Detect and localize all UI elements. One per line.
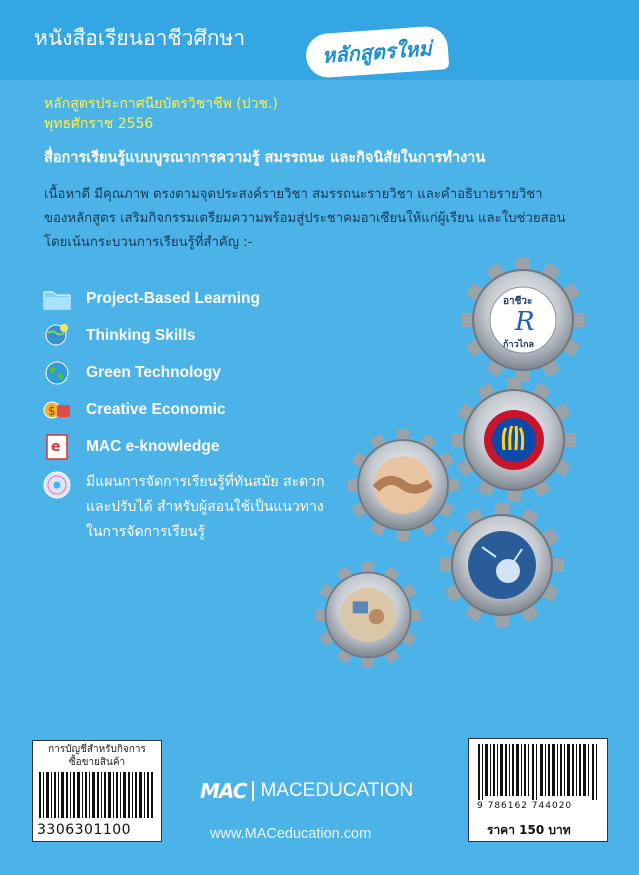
gear-logo-top: อาชีวะ	[503, 296, 533, 307]
gear-asean	[452, 378, 576, 502]
plan-line: ในการจัดการเรียนรู้	[86, 524, 206, 540]
program-name: หลักสูตรประกาศนียบัตรวิชาชีพ (ปวช.)	[44, 96, 278, 112]
description-line: โดยเน้นกระบวนการเรียนรู้ที่สำคัญ :-	[44, 235, 253, 250]
section-heading: สื่อการเรียนรู้แบบบูรณาการความรู้ สมรรถนะ และกิจนิสัยในการทำงาน	[44, 150, 486, 166]
feature-item	[42, 391, 260, 428]
feature-label: Green Technology	[86, 363, 221, 381]
description	[44, 183, 604, 255]
course-code: 3306301100	[37, 822, 132, 838]
plan-line: และปรับได้ สำหรับผู้สอนใช้เป็นแนวทาง	[86, 499, 324, 515]
feature-label: Creative Economic	[86, 400, 226, 418]
course-label-box	[32, 740, 162, 842]
green-globe-icon	[42, 360, 72, 386]
feature-label: Thinking Skills	[86, 326, 196, 344]
feature-label: MAC e-knowledge	[86, 437, 220, 455]
feature-item	[42, 317, 260, 354]
gear-logo-bottom: ก้าวไกล	[503, 340, 535, 350]
gear-office	[315, 562, 420, 667]
gear-logo	[461, 258, 585, 382]
gear-welding	[440, 503, 564, 627]
folder-icon	[42, 286, 72, 312]
e-book-icon	[42, 434, 72, 460]
feature-item	[42, 354, 260, 391]
series-title: หนังสือเรียนอาชีวศึกษา	[34, 26, 246, 50]
isbn-number: 9 786162 744020	[477, 801, 573, 811]
globe-lightbulb-icon	[42, 323, 72, 349]
publisher-logo	[200, 779, 413, 803]
course-barcode	[37, 772, 157, 818]
new-curriculum-badge: หลักสูตรใหม่	[305, 25, 449, 79]
feature-label: Project-Based Learning	[86, 289, 260, 307]
program-year: พุทธศักราช 2556	[44, 116, 154, 132]
svg-text:$: $	[48, 403, 56, 418]
publisher-name: MACEDUCATION	[252, 781, 413, 801]
isbn-barcode	[477, 744, 601, 800]
svg-text:e: e	[51, 438, 61, 455]
plan-line: มีแผนการจัดการเรียนรู้ที่ทันสมัย สะดวก	[86, 474, 325, 490]
gears-illustration	[310, 255, 630, 675]
feature-item	[42, 280, 260, 317]
feature-item	[42, 428, 260, 465]
program-info	[44, 94, 278, 134]
description-line: ของหลักสูตร เสริมกิจกรรมเตรียมความพร้อมสู่ประชาคมอาเซียนให้แก่ผู้เรียน และใบช่วยสอน	[44, 211, 566, 226]
course-name-line2: ซื้อขายสินค้า	[68, 757, 126, 768]
gear-handshake	[347, 429, 459, 541]
lesson-plan-text	[86, 470, 325, 545]
money-icon	[42, 397, 72, 423]
price-label: ราคา 150 บาท	[487, 823, 571, 837]
mac-mark: MAC	[200, 779, 247, 803]
lesson-plan-note	[42, 470, 325, 545]
feature-list	[42, 280, 260, 465]
description-line: เนื้อหาดี มีคุณภาพ ตรงตามจุดประสงค์รายวิชา สมรรถนะรายวิชา และคำอธิบายรายวิชา	[44, 187, 543, 202]
website-url: www.MACeducation.com	[210, 826, 372, 842]
isbn-box	[468, 738, 608, 842]
course-name-line1: การบัญชีสำหรับกิจการ	[48, 744, 146, 755]
cd-icon	[42, 472, 72, 498]
gear-logo-letter: R	[515, 307, 535, 337]
